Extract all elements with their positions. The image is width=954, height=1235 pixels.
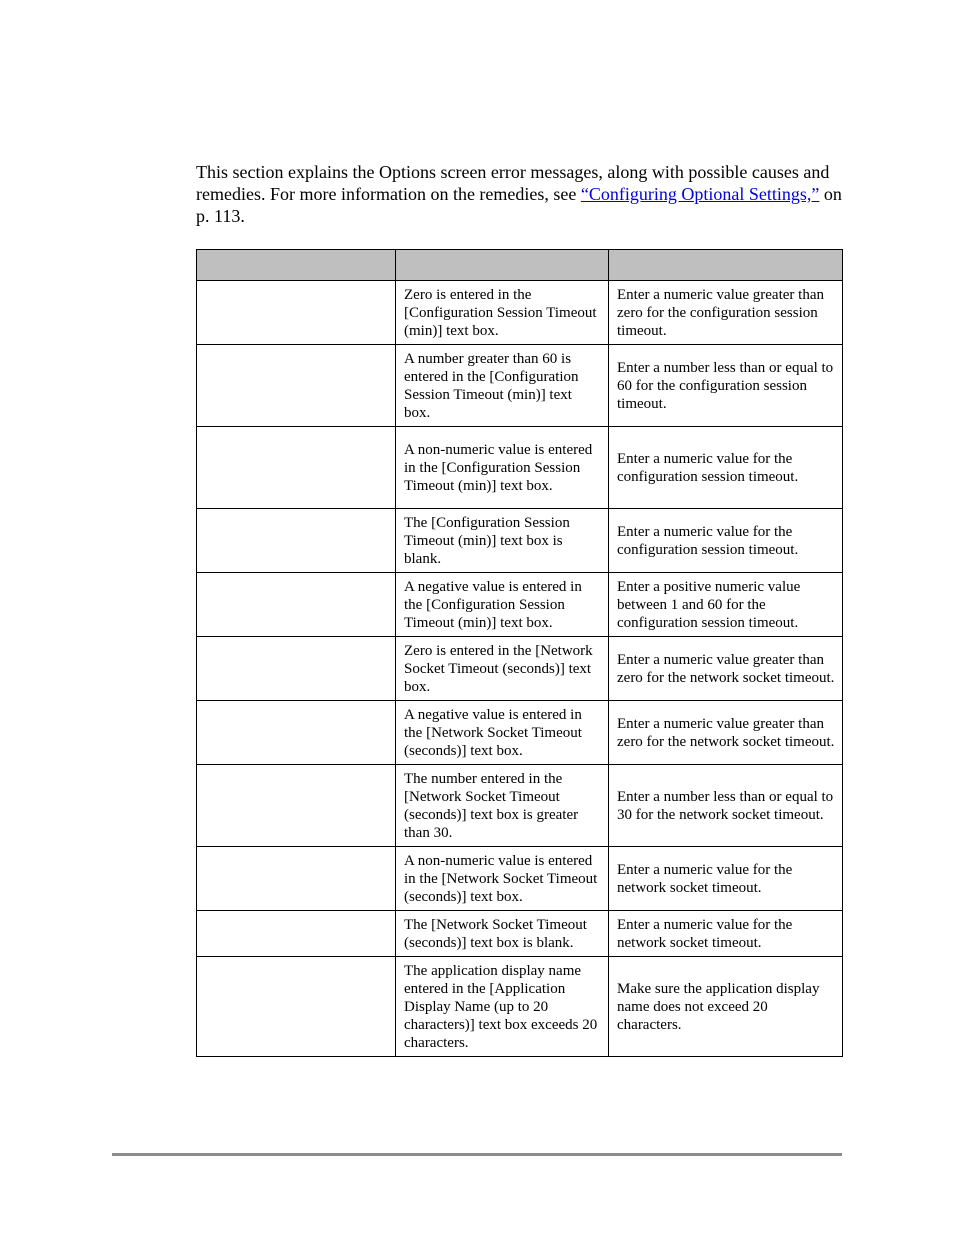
error-message-cell xyxy=(197,701,396,765)
header-remedy xyxy=(609,250,843,281)
cause-cell: A non-numeric value is entered in the [Network Socket Timeout (seconds)] text box. xyxy=(396,847,609,911)
cause-cell: A negative value is entered in the [Configuration Session Timeout (min)] text box. xyxy=(396,573,609,637)
remedy-cell: Enter a numeric value greater than zero for the network socket timeout. xyxy=(609,637,843,701)
intro-text: This section explains the Options screen error messages, along with possible causes and remedies. For more information on the remedies, see xyxy=(196,162,830,204)
remedy-cell: Enter a numeric value greater than zero for the configuration session timeout. xyxy=(609,281,843,345)
configuring-optional-settings-link[interactable]: “Configuring Optional Settings,” xyxy=(580,184,820,204)
header-message xyxy=(197,250,396,281)
remedy-cell: Enter a number less than or equal to 30 for the network socket timeout. xyxy=(609,765,843,847)
footer-divider xyxy=(112,1153,842,1156)
remedy-cell: Enter a numeric value greater than zero for the network socket timeout. xyxy=(609,701,843,765)
error-message-cell xyxy=(197,573,396,637)
cause-cell: Zero is entered in the [Network Socket Timeout (seconds)] text box. xyxy=(396,637,609,701)
remedy-cell: Enter a numeric value for the configuration session timeout. xyxy=(609,427,843,509)
table-row xyxy=(197,281,843,345)
table-header-row xyxy=(197,250,843,281)
error-message-cell xyxy=(197,957,396,1057)
table-row xyxy=(197,509,843,573)
remedy-cell: Enter a numeric value for the network socket timeout. xyxy=(609,847,843,911)
table-row xyxy=(197,957,843,1057)
remedy-cell: Enter a number less than or equal to 60 for the configuration session timeout. xyxy=(609,345,843,427)
cause-cell: The [Network Socket Timeout (seconds)] text box is blank. xyxy=(396,911,609,957)
remedy-cell: Enter a numeric value for the configuration session timeout. xyxy=(609,509,843,573)
error-message-cell xyxy=(197,637,396,701)
intro-paragraph xyxy=(196,161,846,227)
cause-cell: Zero is entered in the [Configuration Session Timeout (min)] text box. xyxy=(396,281,609,345)
intro-page-ref: on p. 113. xyxy=(196,184,842,226)
table-row xyxy=(197,765,843,847)
error-message-cell xyxy=(197,281,396,345)
table-row xyxy=(197,427,843,509)
table-row xyxy=(197,847,843,911)
cause-cell: A number greater than 60 is entered in the [Configuration Session Timeout (min)] text box. xyxy=(396,345,609,427)
table-row xyxy=(197,701,843,765)
table-row xyxy=(197,345,843,427)
error-message-cell xyxy=(197,427,396,509)
header-cause xyxy=(396,250,609,281)
table-row xyxy=(197,573,843,637)
remedy-cell: Make sure the application display name does not exceed 20 characters. xyxy=(609,957,843,1057)
cause-cell: A non-numeric value is entered in the [Configuration Session Timeout (min)] text box. xyxy=(396,427,609,509)
remedy-cell: Enter a positive numeric value between 1 and 60 for the configuration session timeout. xyxy=(609,573,843,637)
remedy-cell: Enter a numeric value for the network socket timeout. xyxy=(609,911,843,957)
cause-cell: A negative value is entered in the [Network Socket Timeout (seconds)] text box. xyxy=(396,701,609,765)
table-row xyxy=(197,911,843,957)
error-message-cell xyxy=(197,509,396,573)
error-message-cell xyxy=(197,847,396,911)
error-message-cell xyxy=(197,345,396,427)
error-message-cell xyxy=(197,765,396,847)
cause-cell: The number entered in the [Network Socket Timeout (seconds)] text box is greater than 30. xyxy=(396,765,609,847)
table-row xyxy=(197,637,843,701)
error-message-cell xyxy=(197,911,396,957)
cause-cell: The [Configuration Session Timeout (min)] text box is blank. xyxy=(396,509,609,573)
error-messages-table xyxy=(196,249,843,1057)
cause-cell: The application display name entered in the [Application Display Name (up to 20 characters)] text box exceeds 20 characters. xyxy=(396,957,609,1057)
